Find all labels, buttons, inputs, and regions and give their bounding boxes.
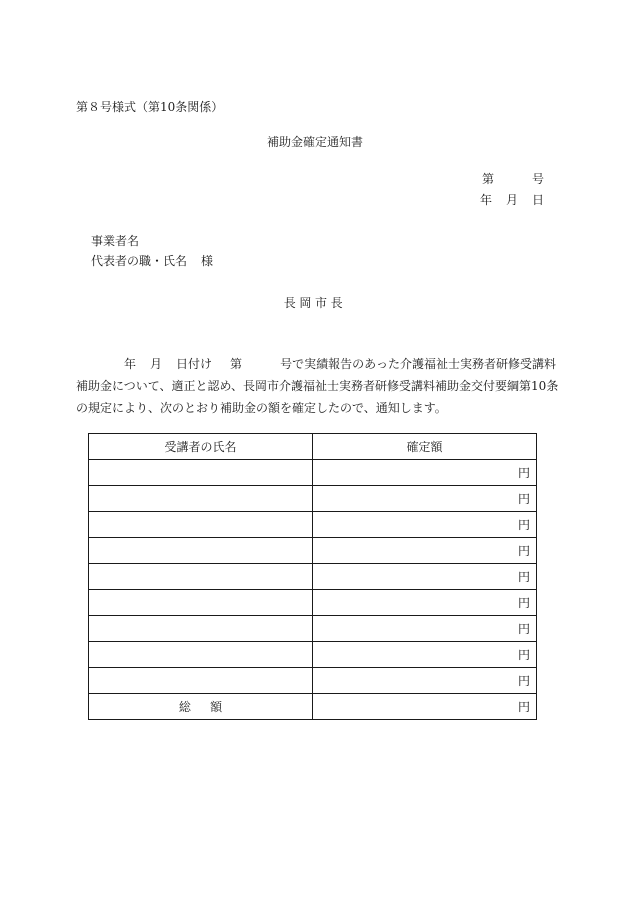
- amount-cell[interactable]: 円: [313, 486, 537, 512]
- body-year: 年: [124, 357, 137, 371]
- number-suffix: 号: [531, 172, 544, 186]
- issue-date: [480, 194, 544, 206]
- recipient-name-cell[interactable]: [89, 512, 313, 538]
- amount-cell[interactable]: 円: [313, 668, 537, 694]
- header-confirmed-amount: 確定額: [313, 434, 537, 460]
- amount-cell[interactable]: 円: [313, 590, 537, 616]
- table-row: [89, 564, 537, 590]
- body-number-prefix: 第: [230, 357, 243, 371]
- body-line-1: [76, 353, 556, 375]
- table-row: [89, 486, 537, 512]
- table-row: [89, 512, 537, 538]
- amount-cell[interactable]: 円: [313, 564, 537, 590]
- amount-cell[interactable]: 円: [313, 538, 537, 564]
- body-line-3: の規定により、次のとおり補助金の額を確定したので、通知します。: [76, 401, 447, 415]
- honorific: 様: [201, 254, 214, 268]
- body-line-1-rest: 号で実績報告のあった介護福祉士実務者研修受講料: [280, 357, 556, 371]
- table-row: [89, 590, 537, 616]
- amount-table: [88, 433, 537, 720]
- business-name-label: 事業者名: [91, 234, 140, 248]
- table-row: [89, 616, 537, 642]
- recipient-name-cell[interactable]: [89, 460, 313, 486]
- table-row: [89, 538, 537, 564]
- recipient-name-cell[interactable]: [89, 538, 313, 564]
- body-month: 月: [150, 357, 163, 371]
- amount-cell[interactable]: 円: [313, 460, 537, 486]
- representative-line: [91, 255, 213, 267]
- reference-number: [482, 173, 544, 185]
- notice-body: [76, 353, 559, 419]
- recipient-name-cell[interactable]: [89, 642, 313, 668]
- total-amount-cell[interactable]: 円: [313, 694, 537, 720]
- document-title: 補助金確定通知書: [266, 135, 363, 149]
- recipient-name-cell[interactable]: [89, 616, 313, 642]
- body-dated: 日付け: [176, 357, 213, 371]
- form-number: 第８号様式（第10条関係）: [76, 100, 224, 114]
- date-year: 年: [479, 193, 492, 207]
- table-header-row: [89, 434, 537, 460]
- issuer-name: 長岡市長: [283, 296, 347, 310]
- date-day: 日: [531, 193, 544, 207]
- amount-cell[interactable]: 円: [313, 512, 537, 538]
- amount-cell[interactable]: 円: [313, 642, 537, 668]
- recipient-name-cell[interactable]: [89, 564, 313, 590]
- header-recipient-name: 受講者の氏名: [89, 434, 313, 460]
- total-label: 総額: [89, 694, 313, 720]
- table-row: [89, 642, 537, 668]
- recipient-name-cell[interactable]: [89, 486, 313, 512]
- amount-cell[interactable]: 円: [313, 616, 537, 642]
- number-prefix: 第: [481, 172, 494, 186]
- table-row: [89, 460, 537, 486]
- body-line-2: 補助金について、適正と認め、長岡市介護福祉士実務者研修受講料補助金交付要綱第10条: [76, 379, 559, 393]
- table-row: [89, 668, 537, 694]
- recipient-name-cell[interactable]: [89, 668, 313, 694]
- total-row: [89, 694, 537, 720]
- date-month: 月: [505, 193, 518, 207]
- recipient-name-cell[interactable]: [89, 590, 313, 616]
- representative-label: 代表者の職・氏名: [91, 254, 188, 268]
